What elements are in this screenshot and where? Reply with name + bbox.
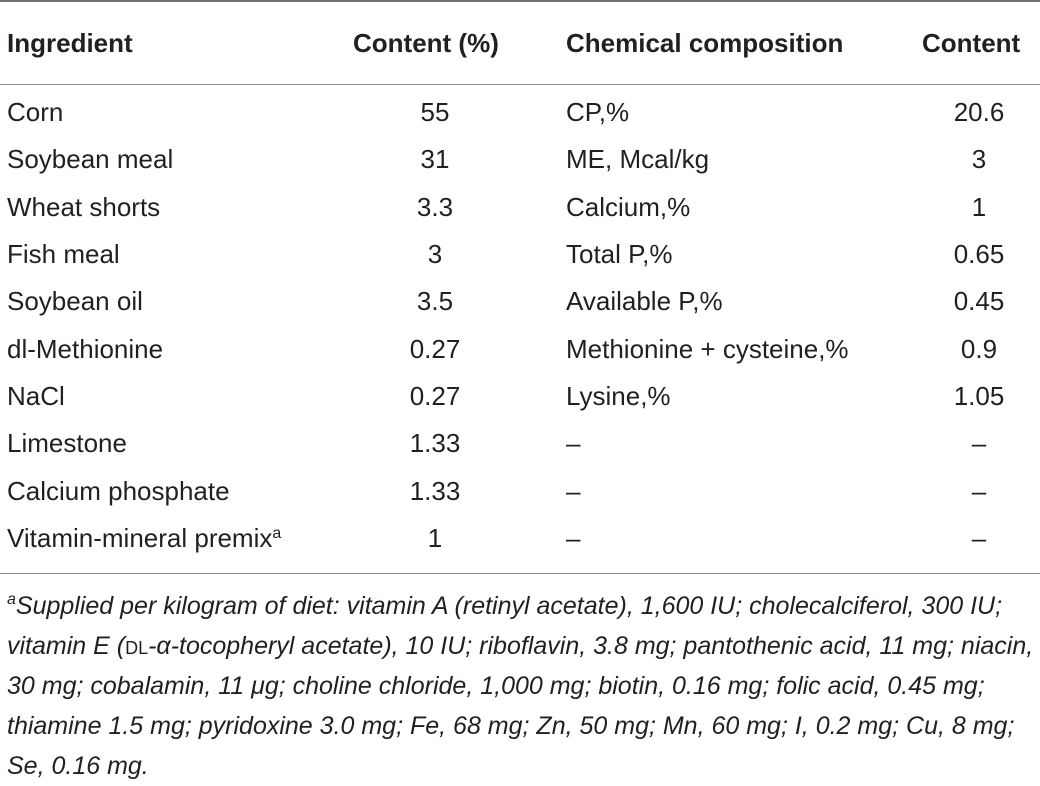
composition-value-cell: 1.05 (953, 381, 1005, 411)
table-row (0, 97, 1040, 144)
composition-value-cell: – (971, 428, 987, 458)
ingredient-label: Vitamin-mineral premix (7, 523, 273, 553)
composition-cell: ME, Mcal/kg (566, 144, 710, 174)
table-row (0, 334, 1040, 381)
table-row (0, 381, 1040, 428)
composition-cell: Available P,% (566, 286, 723, 316)
ingredient-cell: Fish meal (7, 239, 120, 269)
table-row (0, 192, 1040, 239)
ingredient-cell: Soybean oil (7, 286, 143, 316)
composition-cell: Total P,% (566, 239, 673, 269)
content-cell: 1.33 (409, 476, 461, 506)
ingredient-cell: Corn (7, 97, 64, 127)
composition-cell: – (566, 523, 581, 553)
table-row (0, 144, 1040, 191)
content-cell: 3.3 (416, 192, 454, 222)
table-top-rule (0, 0, 1040, 2)
content-cell: 3 (427, 239, 443, 269)
composition-value-cell: 0.65 (953, 239, 1005, 269)
composition-cell: CP,% (566, 97, 630, 127)
ingredient-cell (7, 523, 281, 553)
header-chemical-composition: Chemical composition (566, 28, 844, 58)
table-row (0, 428, 1040, 475)
footnote-text-part2: -α-tocopheryl acetate), 10 IU; riboflavin, 3.8 mg; pantothenic acid, 11 mg; niacin, 30 mg; cobalamin, 11 μg; choline chloride, 1,000 mg; biotin, 0.16 mg; folic acid, 0.45 mg; thiamine 1.5 mg; pyridoxine 3.0 mg; Fe, 68 mg; Zn, 50 mg; Mn, 60 mg; I, 0.2 mg; Cu, 8 mg; Se, 0.16 mg. (7, 632, 1034, 780)
composition-value-cell: 20.6 (953, 97, 1005, 127)
content-cell: 3.5 (416, 286, 454, 316)
ingredient-cell: Wheat shorts (7, 192, 161, 222)
footer-rule (0, 573, 1040, 574)
header-content-percent: Content (%) (353, 28, 499, 58)
composition-cell: Lysine,% (566, 381, 671, 411)
content-cell: 1.33 (409, 428, 461, 458)
footnote-marker: a (7, 591, 16, 608)
content-cell: 0.27 (409, 381, 461, 411)
composition-value-cell: 0.45 (953, 286, 1005, 316)
composition-cell: Methionine + cysteine,% (566, 334, 849, 364)
composition-value-cell: 1 (971, 192, 987, 222)
ingredient-cell: dl-Methionine (7, 334, 164, 364)
composition-cell: – (566, 476, 581, 506)
table-row (0, 523, 1040, 570)
footnote-text-part1: Supplied per kilogram of diet: vitamin A (retinyl acetate), 1,600 IU; cholecalciferol, 300 IU; vitamin E ( (7, 592, 1003, 660)
ingredient-cell: NaCl (7, 381, 65, 411)
header-rule (0, 84, 1040, 85)
ingredient-cell: Soybean meal (7, 144, 174, 174)
composition-cell: – (566, 428, 581, 458)
composition-value-cell: 3 (971, 144, 987, 174)
content-cell: 1 (427, 523, 443, 553)
footnote-marker: a (272, 525, 282, 542)
header-content: Content (922, 28, 1021, 58)
composition-value-cell: 0.9 (960, 334, 998, 364)
content-cell: 31 (420, 144, 450, 174)
content-cell: 55 (420, 97, 450, 127)
ingredient-cell: Calcium phosphate (7, 476, 230, 506)
header-ingredient: Ingredient (7, 28, 133, 58)
table-row (0, 476, 1040, 523)
footnote-small-caps: dl (125, 632, 149, 660)
composition-value-cell: – (971, 476, 987, 506)
composition-cell: Calcium,% (566, 192, 691, 222)
ingredient-cell: Limestone (7, 428, 127, 458)
table-row (0, 286, 1040, 333)
table-row (0, 239, 1040, 286)
composition-value-cell: – (971, 523, 987, 553)
content-cell: 0.27 (409, 334, 461, 364)
table-footnote (7, 586, 1035, 786)
